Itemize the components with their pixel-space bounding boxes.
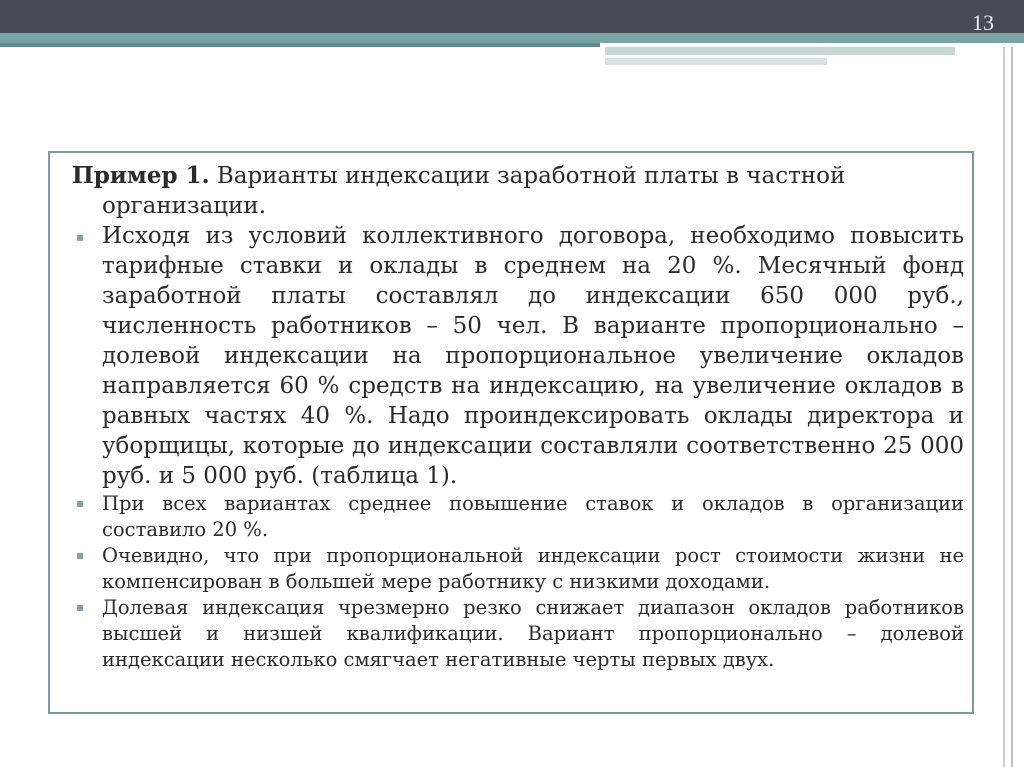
- header-light-strip: [605, 47, 955, 55]
- bullet-icon: ▪: [76, 548, 85, 562]
- bullet-icon: ▪: [76, 600, 85, 614]
- example-label: Пример 1.: [72, 162, 210, 189]
- header-light-strip-short: [605, 58, 827, 65]
- list-item: [72, 543, 964, 595]
- side-decor-line-outer: [1011, 47, 1013, 767]
- content-box: [48, 151, 974, 714]
- page-number: 13: [972, 10, 994, 35]
- example-heading: [72, 161, 964, 221]
- side-decor-line: [1003, 47, 1005, 767]
- example-title: Варианты индексации заработной платы в частной: [209, 163, 846, 189]
- list-item-text: Исходя из условий коллективного договора, необходимо повысить тарифные ставки и оклады в среднем на 20 %. Месячный фонд заработной платы составлял до индексации 650 000 руб., численность работников – 50 чел. В варианте пропорционально – долевой индексации на пропорциональное увеличение окладов направляется 60 % средств на индексацию, на увеличение окладов в равных частях 40 %. Надо проиндексировать оклады директора и уборщицы, которые до индексации составляли соответственно 25 000 руб. и 5 000 руб. (таблица 1).: [102, 223, 964, 489]
- header-teal-accent: [0, 43, 600, 47]
- list-item: [72, 491, 964, 543]
- list-item: [72, 221, 964, 491]
- example-title-cont: организации.: [102, 193, 267, 219]
- bullet-icon: ▪: [76, 496, 85, 510]
- header-dark-bar: [0, 0, 1024, 33]
- header-teal-bar: [0, 33, 1024, 43]
- list-item-text: Очевидно, что при пропорциональной индексации рост стоимости жизни не компенсирован в большей мере работнику с низкими доходами.: [102, 544, 964, 593]
- bullet-icon: ▪: [76, 230, 85, 244]
- list-item-text: Долевая индексация чрезмерно резко снижает диапазон окладов работников высшей и низшей квалификации. Вариант пропорционально – долевой индексации несколько смягчает негативные черты первых двух.: [102, 596, 964, 671]
- list-item: [72, 595, 964, 673]
- list-item-text: При всех вариантах среднее повышение ставок и окладов в организации составило 20 %.: [102, 492, 964, 541]
